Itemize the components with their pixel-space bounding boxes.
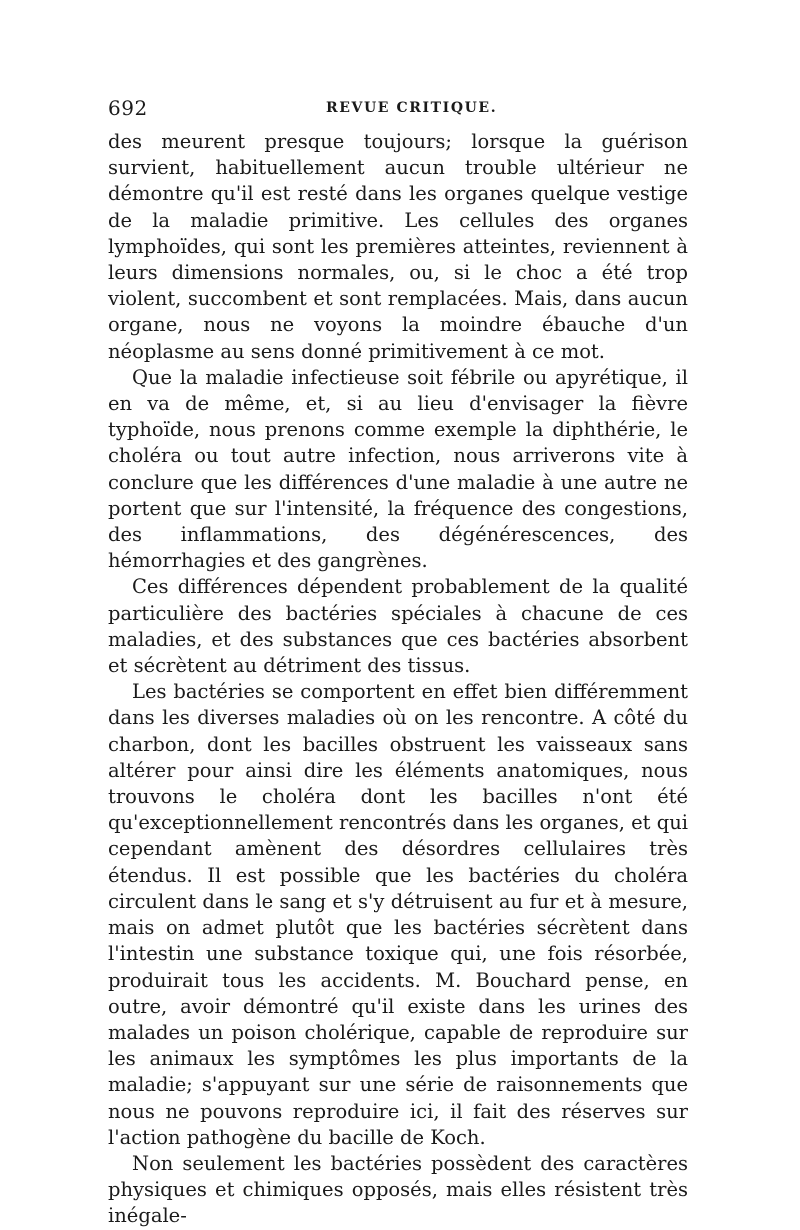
running-title: REVUE CRITIQUE. — [326, 100, 498, 116]
body-text — [108, 129, 688, 1230]
page-number: 692 — [108, 96, 148, 120]
paragraph-5: Non seulement les bactéries possèdent des caractères physiques et chimiques opposés, mais elles résistent très inégale- — [108, 1151, 688, 1228]
paragraph-1: des meurent presque toujours; lorsque la guérison survient, habituellement aucun trouble ultérieur ne démontre qu'il est resté dans les organes quelque vestige de la maladie primitive. Les cellules des organes lymphoïdes, qui sont les premières atteintes, reviennent à leurs dimensions normales, ou, si le choc a été trop violent, succombent et sont remplacées. Mais, dans aucun organe, nous ne voyons la moindre ébauche d'un néoplasme au sens donné primitivement à ce mot. — [108, 130, 688, 363]
paragraph-2: Que la maladie infectieuse soit fébrile ou apyrétique, il en va de même, et, si au lieu d'envisager la fièvre typhoïde, nous prenons comme exemple la diphthérie, le choléra ou tout autre infection, nous arriverons vite à conclure que les différences d'une maladie à une autre ne portent que sur l'intensité, la fréquence des congestions, des inflammations, des dégénérescences, des hémorrhagies et des gangrènes. — [108, 365, 688, 573]
paragraph-4: Les bactéries se comportent en effet bien différemment dans les diverses maladies où on les rencontre. A côté du charbon, dont les bacilles obstruent les vaisseaux sans altérer pour ainsi dire les éléments anatomiques, nous trouvons le choléra dont les bacilles n'ont été qu'exceptionnellement rencontrés dans les organes, et qui cependant amènent des désordres cellulaires très étendus. Il est possible que les bactéries du choléra circulent dans le sang et s'y détruisent au fur et à mesure, mais on admet plutôt que les bactéries sécrètent dans l'intestin une substance toxique qui, une fois résorbée, produirait tous les accidents. M. Bouchard pense, en outre, avoir démontré qu'il existe dans les urines des malades un poison cholérique, capable de reproduire sur les animaux les symptômes les plus importants de la maladie; s'appuyant sur une série de raisonnements que nous ne pouvons reproduire ici, il fait des réserves sur l'action pathogène du bacille de Koch. — [108, 680, 688, 1149]
paragraph-3: Ces différences dépendent probablement de la qualité particulière des bactéries spéciales à chacune de ces maladies, et des substances que ces bactéries absorbent et sécrètent au détriment des tissus. — [108, 575, 688, 678]
running-head — [108, 96, 688, 120]
